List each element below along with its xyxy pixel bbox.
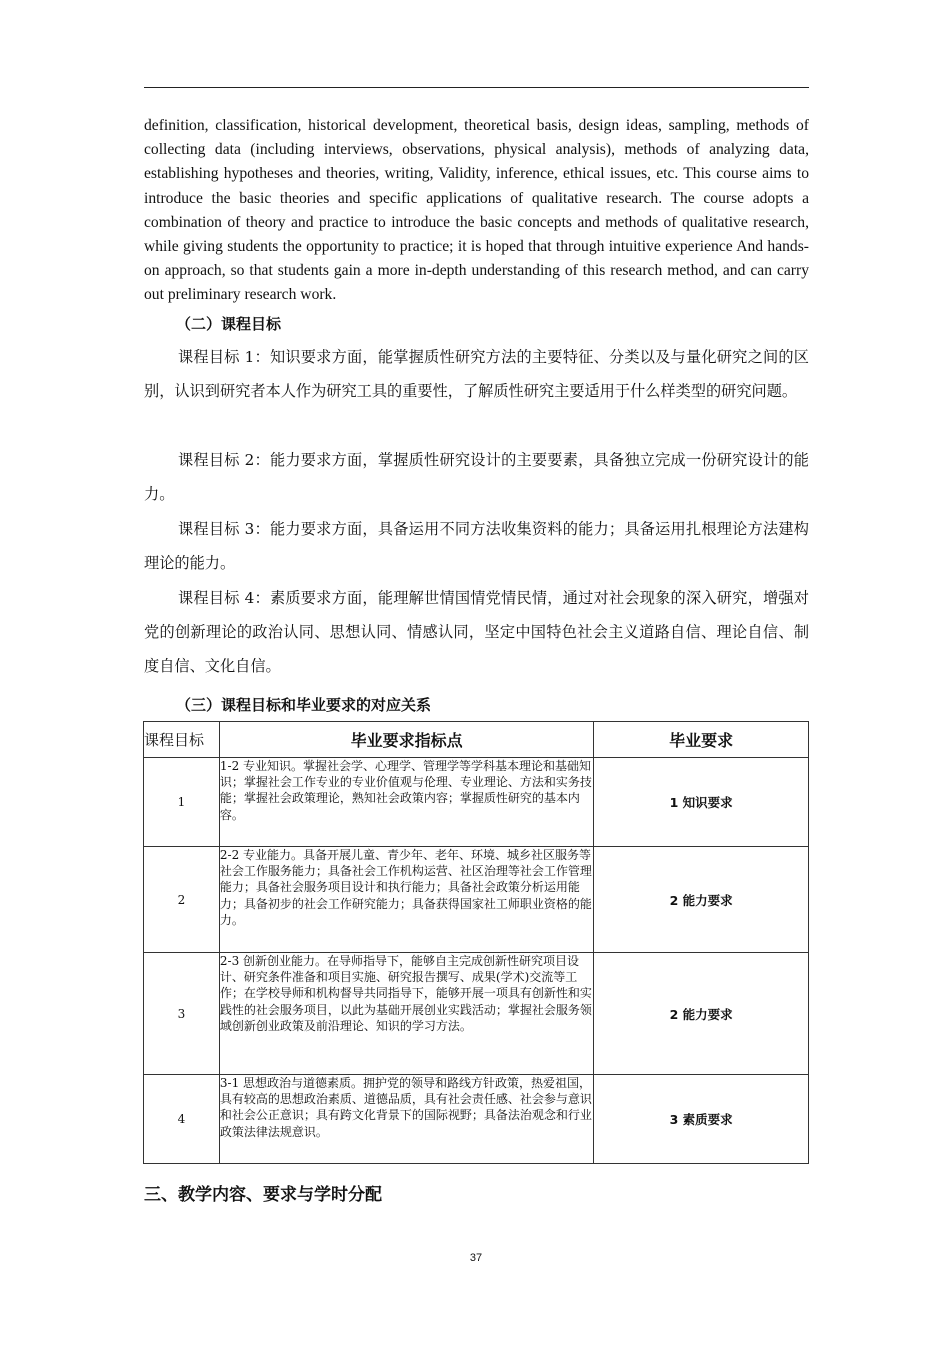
goal-paragraph-2: 课程目标 2：能力要求方面，掌握质性研究设计的主要要素，具备独立完成一份研究设计的能力。 [144,451,809,503]
cell-indicator: 3-1 思想政治与道德素质。拥护党的领导和路线方针政策，热爱祖国，具有较高的思想政治素质、道德品质，具有社会责任感、社会参与意识和社会公正意识；具有跨文化背景下的国际视野；具备法治观念和行业政策法律法规意识。 [219,1075,593,1164]
goal-paragraph-4: 课程目标 4：素质要求方面，能理解世情国情党情民情，通过对社会现象的深入研究，增强对党的创新理论的政治认同、思想认同、情感认同，坚定中国特色社会主义道路自信、理论自信、制度自信、文化自信。 [144,589,809,675]
cell-requirement: 3 素质要求 [594,1075,809,1164]
cell-requirement: 1 知识要求 [594,758,809,847]
table-header-row [144,722,809,758]
next-section-heading: 三、教学内容、要求与学时分配 [144,1185,382,1205]
intro-english-paragraph: definition, classification, historical development, theoretical basis, design ideas, sampling, methods of collecting data (including interviews, observations, physical analysis), methods of analyzing data, establishing hypotheses and theories, writing, Validity, inference, ethical issues, etc. This course aims to introduce the basic theories and specific applications of qualitative research. The course adopts a combination of theory and practice to introduce the basic concepts and methods of qualitative research, while giving students the opportunity to practice; it is hoped that through intuitive experience And hands-on approach, so that students gain a more in-depth understanding of this research method, and can carry out preliminary research work. [144,117,809,304]
cell-goal: 2 [144,847,220,953]
cell-requirement: 2 能力要求 [594,847,809,953]
table-row [144,953,809,1075]
cell-goal: 3 [144,953,220,1075]
col-header-requirement: 毕业要求 [594,722,809,758]
goal-paragraph-3: 课程目标 3：能力要求方面，具备运用不同方法收集资料的能力；具备运用扎根理论方法建构理论的能力。 [144,520,809,572]
cell-requirement: 2 能力要求 [594,953,809,1075]
table-row [144,1075,809,1164]
cell-goal: 1 [144,758,220,847]
section-mapping-heading: （三）课程目标和毕业要求的对应关系 [176,696,432,714]
cell-indicator: 1-2 专业知识。掌握社会学、心理学、管理学等学科基本理论和基础知识；掌握社会工作专业的专业价值观与伦理、专业理论、方法和实务技能；掌握社会政策理论，熟知社会政策内容；掌握质性研究的基本内容。 [219,758,593,847]
section-goals-heading: （二）课程目标 [176,315,282,333]
header-rule [144,87,809,88]
cell-goal: 4 [144,1075,220,1164]
col-header-indicator: 毕业要求指标点 [219,722,593,758]
cell-indicator: 2-2 专业能力。具备开展儿童、青少年、老年、环境、城乡社区服务等社会工作服务能力；具备社会工作机构运营、社区治理等社会工作管理能力；具备社会服务项目设计和执行能力；具备社会政策分析运用能力；具备初步的社会工作研究能力；具备获得国家社工师职业资格的能力。 [219,847,593,953]
table-row [144,758,809,847]
col-header-goal: 课程目标 [144,722,220,758]
page-number: 37 [469,1252,483,1264]
goal-paragraph-1: 课程目标 1：知识要求方面，能掌握质性研究方法的主要特征、分类以及与量化研究之间的区别，认识到研究者本人作为研究工具的重要性，了解质性研究主要适用于什么样类型的研究问题。 [144,348,809,400]
table-row [144,847,809,953]
goal-requirement-table [143,721,809,1164]
cell-indicator: 2-3 创新创业能力。在导师指导下，能够自主完成创新性研究项目设计、研究条件准备和项目实施、研究报告撰写、成果(学术)交流等工作；在学校导师和机构督导共同指导下，能够开展一项具有创新性和实践性的社会服务项目，以此为基础开展创业实践活动；掌握社会服务领域创新创业政策及前沿理论、知识的学习方法。 [219,953,593,1075]
